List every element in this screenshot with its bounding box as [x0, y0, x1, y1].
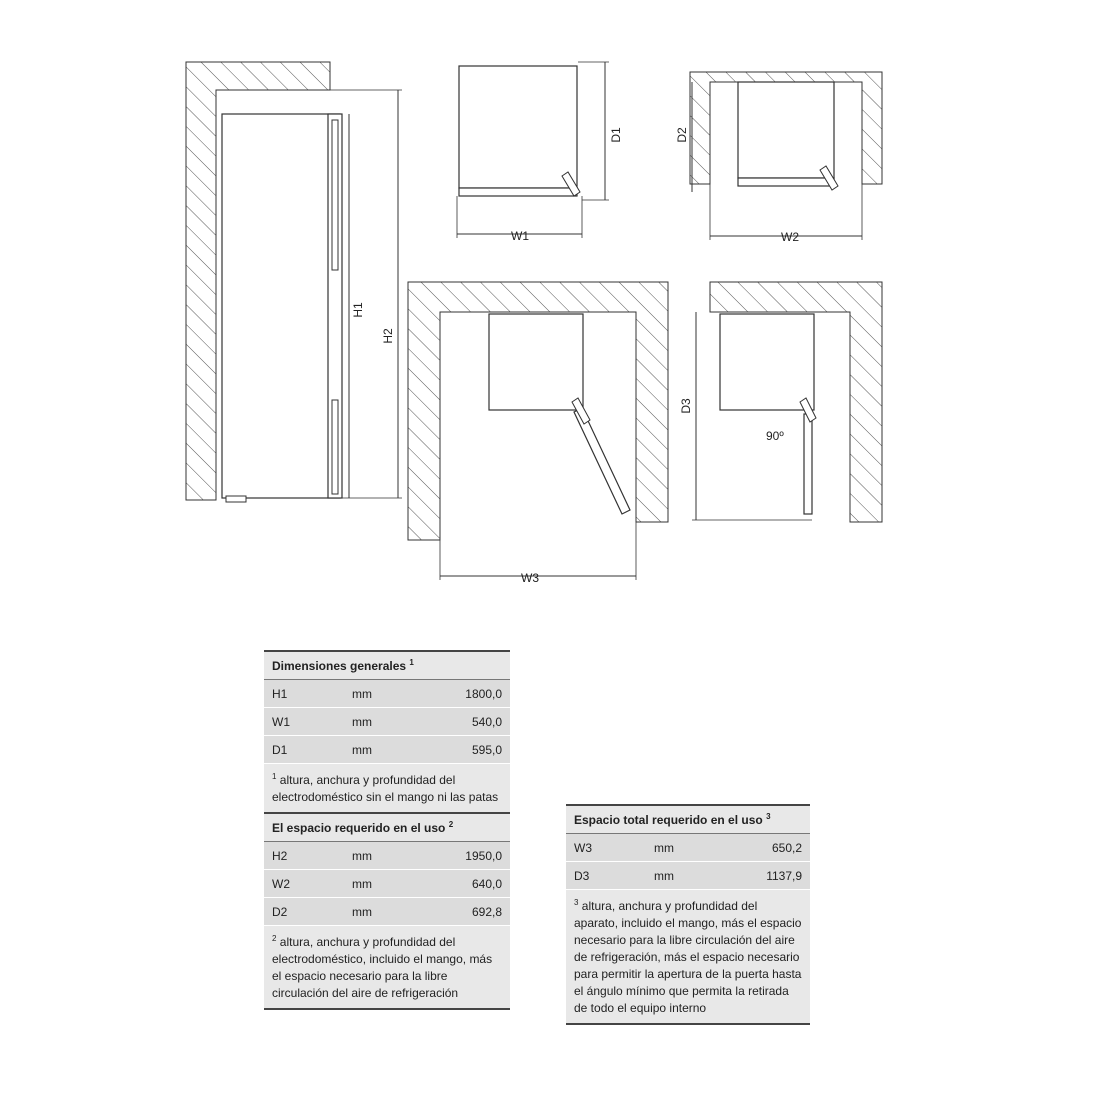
top-view-w1-d1: [457, 62, 623, 243]
table-required-note: [264, 926, 510, 1008]
table-general-title-text: Dimensiones generales: [272, 659, 407, 673]
side-view: [186, 62, 402, 502]
d1-label: D1: [609, 127, 623, 143]
row-name: D2: [272, 905, 288, 919]
row-unit: mm: [352, 715, 372, 729]
table-general-note: [264, 764, 510, 812]
note-sup: 2: [272, 934, 277, 943]
fridge-feet: [226, 496, 246, 502]
h1-label: H1: [351, 302, 365, 318]
door-top-2: [738, 178, 834, 186]
row-value: 650,2: [771, 841, 802, 855]
row-name: D1: [272, 743, 288, 757]
door-open-4: [804, 414, 812, 514]
top-view-w2-d2: [675, 72, 882, 244]
door-open-3: [574, 408, 630, 514]
row-value: 595,0: [471, 743, 502, 757]
table-general-title: [264, 652, 510, 680]
row-name: H2: [272, 849, 288, 863]
table-row: [264, 680, 510, 708]
table-row: [566, 834, 810, 862]
row-value: 640,0: [471, 877, 502, 891]
w3-label: W3: [521, 571, 539, 585]
row-value: 1800,0: [465, 687, 502, 701]
fridge-top-2: [738, 82, 834, 178]
row-name: H1: [272, 687, 288, 701]
row-name: W2: [272, 877, 290, 891]
row-value: 1950,0: [465, 849, 502, 863]
table-general-dimensions: [264, 650, 510, 1010]
fridge-top-1: [459, 66, 577, 188]
table-total-title: [566, 806, 810, 834]
note-text: altura, anchura y profundidad del aparato, incluido el mango, más el espacio necesario para la libre circulación del aire de refrigeración, más el espacio necesario para permitir la apertura de la puerta hasta el ángulo mínimo que permita la retirada de todo el equipo interno: [574, 899, 802, 1015]
row-unit: mm: [654, 841, 674, 855]
row-value: 540,0: [471, 715, 502, 729]
d3-label: D3: [679, 398, 693, 414]
table-row: [264, 870, 510, 898]
top-view-w3: [408, 282, 668, 585]
top-view-d3: [679, 282, 882, 522]
row-unit: mm: [352, 849, 372, 863]
table-row: [264, 708, 510, 736]
row-unit: mm: [654, 869, 674, 883]
table-required-title-sup: 2: [448, 820, 454, 829]
table-total-space: [566, 804, 810, 1025]
row-unit: mm: [352, 743, 372, 757]
table-row: [566, 862, 810, 890]
handle-side-lower: [332, 400, 338, 494]
row-unit: mm: [352, 877, 372, 891]
row-unit: mm: [352, 687, 372, 701]
row-name: W3: [574, 841, 592, 855]
d2-label: D2: [675, 127, 689, 143]
h2-label: H2: [381, 328, 395, 344]
table-total-note: [566, 890, 810, 1023]
table-required-title: [264, 814, 510, 842]
table-row: [264, 736, 510, 764]
table-row: [264, 842, 510, 870]
row-unit: mm: [352, 905, 372, 919]
note-text: altura, anchura y profundidad del electrodoméstico, incluido el mango, más el espacio necesario para la libre circulación del aire de refrigeración: [272, 935, 493, 1000]
table-general-title-sup: 1: [409, 658, 414, 667]
note-sup: 1: [272, 772, 277, 781]
table-total-title-sup: 3: [766, 812, 771, 821]
handle-side: [332, 120, 338, 270]
row-value: 1137,9: [766, 869, 802, 883]
door-top-1: [459, 188, 577, 196]
row-name: W1: [272, 715, 290, 729]
table-total-title-text: Espacio total requerido en el uso: [574, 813, 763, 827]
fridge-top-3: [489, 314, 583, 410]
row-name: D3: [574, 869, 590, 883]
row-value: 692,8: [471, 905, 502, 919]
table-row: [264, 898, 510, 926]
note-text: altura, anchura y profundidad del electrodoméstico sin el mango ni las patas: [272, 773, 499, 804]
w1-label: W1: [511, 229, 529, 243]
angle-label: 90º: [766, 429, 784, 443]
fridge-top-4: [720, 314, 814, 410]
w2-label: W2: [781, 230, 799, 244]
table-required-title-text: El espacio requerido en el uso: [272, 821, 446, 835]
fridge-body-side: [222, 114, 340, 498]
note-sup: 3: [574, 898, 579, 907]
